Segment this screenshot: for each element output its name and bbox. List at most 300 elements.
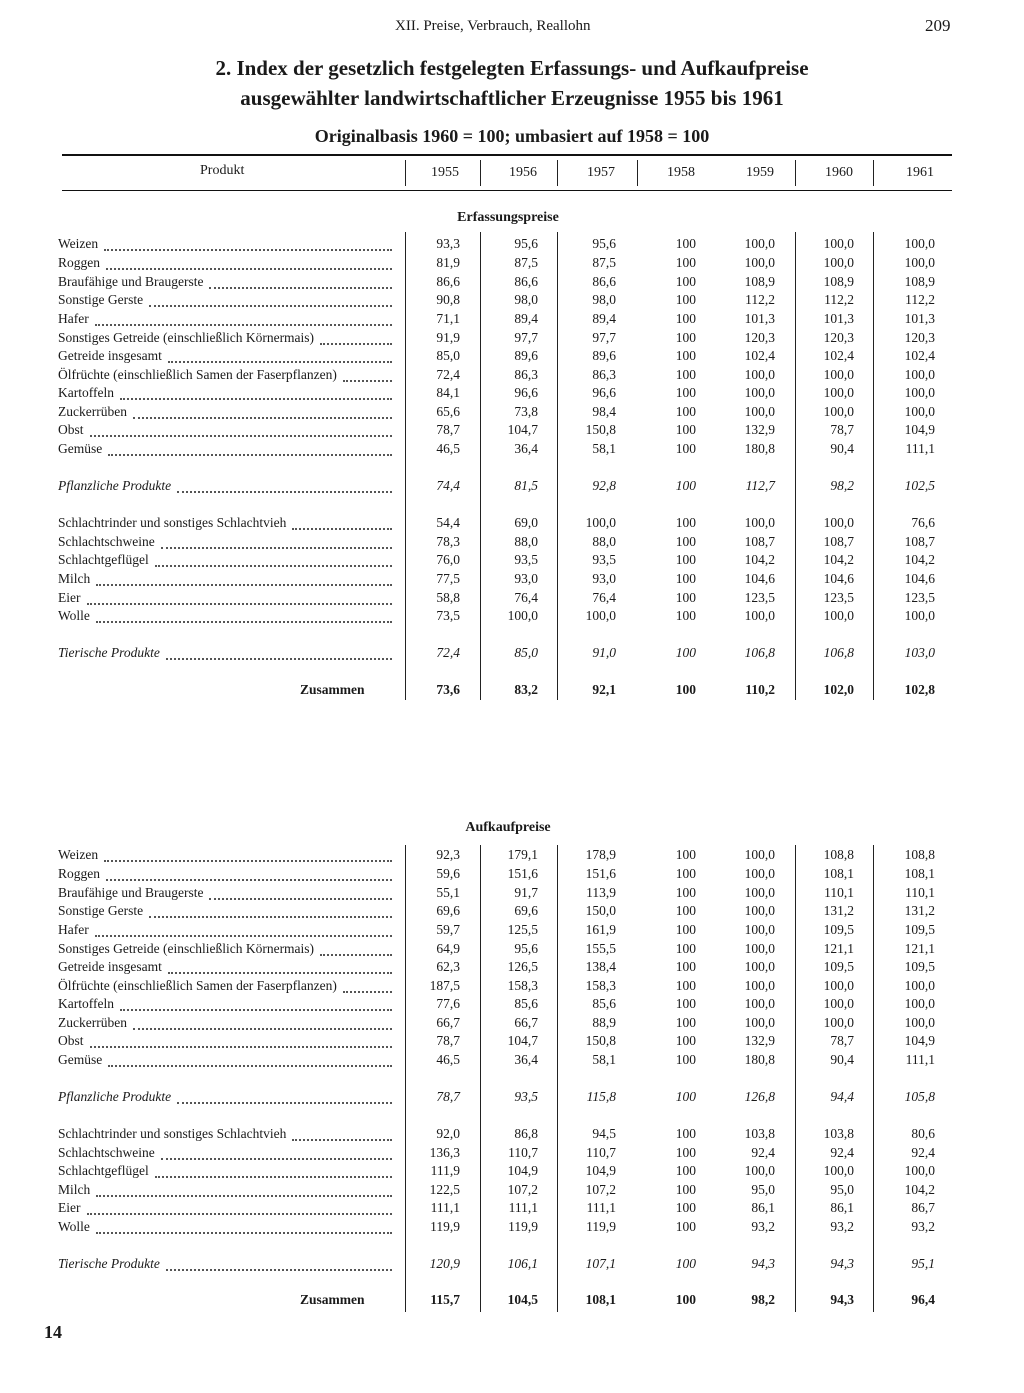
column-header-year-1958: 1958 bbox=[667, 165, 695, 180]
row-label: Gemüse bbox=[58, 441, 103, 456]
table-cell: 119,9 bbox=[508, 1219, 538, 1234]
row-label: Wolle bbox=[58, 1219, 90, 1234]
column-header-year-1961: 1961 bbox=[906, 165, 934, 180]
table-cell: 91,9 bbox=[436, 330, 460, 345]
table-cell: 59,6 bbox=[436, 866, 460, 881]
table-cell: 100,0 bbox=[823, 1163, 854, 1178]
table-cell: 104,6 bbox=[744, 571, 775, 586]
row-label: Weizen bbox=[58, 847, 99, 862]
table-cell: 161,9 bbox=[585, 922, 616, 937]
row-label: Getreide insgesamt bbox=[58, 348, 162, 363]
table-cell: 100,0 bbox=[585, 608, 616, 623]
row-label: Roggen bbox=[58, 255, 100, 270]
table-cell: 86,6 bbox=[514, 274, 538, 289]
table-cell: 112,7 bbox=[745, 478, 775, 493]
leader-dots bbox=[166, 1269, 392, 1271]
leader-dots bbox=[133, 1028, 392, 1030]
table-cell: 150,0 bbox=[585, 903, 616, 918]
leader-dots bbox=[168, 972, 392, 974]
table-cell: 93,2 bbox=[830, 1219, 854, 1234]
table-cell: 87,5 bbox=[514, 255, 538, 270]
table-cell: 180,8 bbox=[744, 441, 775, 456]
table-cell: 100 bbox=[675, 866, 696, 881]
table-cell: 80,6 bbox=[911, 1126, 935, 1141]
row-label: Pflanzliche Produkte bbox=[58, 1089, 172, 1104]
table-cell: 100,0 bbox=[744, 367, 775, 382]
row-label: Sonstiges Getreide (einschließlich Körnermais) bbox=[58, 941, 315, 956]
row-label: Kartoffeln bbox=[58, 385, 114, 400]
table-cell: 131,2 bbox=[904, 903, 935, 918]
table-cell: 107,2 bbox=[585, 1182, 616, 1197]
table-cell: 74,4 bbox=[436, 478, 460, 493]
table-cell: 180,8 bbox=[744, 1052, 775, 1067]
row-label: Hafer bbox=[58, 311, 89, 326]
table-cell: 90,8 bbox=[436, 292, 460, 307]
header-bottom-rule bbox=[62, 190, 952, 191]
table-cell: 102,5 bbox=[904, 478, 935, 493]
table-cell: 100,0 bbox=[904, 1163, 935, 1178]
table-cell: 109,5 bbox=[904, 922, 935, 937]
leader-dots bbox=[104, 860, 392, 862]
table-cell: 55,1 bbox=[436, 885, 460, 900]
table-cell: 100,0 bbox=[904, 608, 935, 623]
table-cell: 102,4 bbox=[744, 348, 775, 363]
table-title-line-1: 2. Index der gesetzlich festgelegten Erfassungs- und Aufkaufpreise bbox=[215, 56, 809, 80]
table-cell: 76,4 bbox=[514, 590, 538, 605]
row-label: Milch bbox=[58, 1182, 91, 1197]
table-cell: 110,1 bbox=[824, 885, 854, 900]
table-cell: 100 bbox=[675, 847, 696, 862]
table-cell: 109,5 bbox=[904, 959, 935, 974]
table-cell: 90,4 bbox=[830, 441, 854, 456]
section-heading: Erfassungspreise bbox=[457, 210, 559, 225]
table-cell: 64,9 bbox=[436, 941, 460, 956]
table-cell: 91,0 bbox=[592, 645, 616, 660]
table-cell: 100 bbox=[675, 1292, 696, 1307]
table-cell: 93,0 bbox=[514, 571, 538, 586]
table-cell: 100 bbox=[675, 404, 696, 419]
row-label: Zuckerrüben bbox=[58, 404, 127, 419]
table-cell: 86,1 bbox=[830, 1200, 854, 1215]
table-cell: 100 bbox=[675, 590, 696, 605]
table-cell: 108,1 bbox=[904, 866, 935, 881]
table-cell: 89,4 bbox=[514, 311, 538, 326]
table-cell: 94,5 bbox=[592, 1126, 616, 1141]
row-label: Milch bbox=[58, 571, 91, 586]
table-cell: 100,0 bbox=[507, 608, 538, 623]
table-cell: 113,9 bbox=[586, 885, 616, 900]
table-cell: 111,1 bbox=[508, 1200, 538, 1215]
table-cell: 100,0 bbox=[823, 367, 854, 382]
table-cell: 96,4 bbox=[911, 1292, 935, 1307]
table-cell: 100,0 bbox=[744, 1163, 775, 1178]
table-cell: 78,7 bbox=[436, 422, 460, 437]
column-header-product: Produkt bbox=[200, 163, 245, 178]
table-cell: 158,3 bbox=[585, 978, 616, 993]
table-cell: 95,6 bbox=[592, 236, 616, 251]
table-cell: 100,0 bbox=[744, 385, 775, 400]
table-cell: 100 bbox=[675, 1052, 696, 1067]
leader-dots bbox=[96, 1195, 392, 1197]
table-cell: 125,5 bbox=[507, 922, 538, 937]
header-column-divider bbox=[795, 160, 796, 186]
table-cell: 138,4 bbox=[585, 959, 616, 974]
table-cell: 94,3 bbox=[830, 1292, 854, 1307]
leader-dots bbox=[104, 249, 392, 251]
table-cell: 100 bbox=[675, 385, 696, 400]
table-cell: 95,0 bbox=[751, 1182, 775, 1197]
table-cell: 108,1 bbox=[585, 1292, 616, 1307]
table-cell: 94,3 bbox=[830, 1256, 854, 1271]
table-cell: 100 bbox=[675, 255, 696, 270]
table-cell: 126,5 bbox=[507, 959, 538, 974]
table-cell: 111,1 bbox=[905, 441, 935, 456]
table-cell: 78,7 bbox=[830, 422, 854, 437]
leader-dots bbox=[149, 916, 392, 918]
table-cell: 58,8 bbox=[436, 590, 460, 605]
table-cell: 100 bbox=[675, 478, 696, 493]
table-cell: 109,5 bbox=[823, 959, 854, 974]
table-cell: 98,0 bbox=[592, 292, 616, 307]
table-cell: 100,0 bbox=[744, 236, 775, 251]
table-cell: 100 bbox=[675, 941, 696, 956]
table-cell: 76,0 bbox=[436, 552, 460, 567]
table-cell: 104,9 bbox=[507, 1163, 538, 1178]
table-cell: 78,7 bbox=[436, 1033, 460, 1048]
table-cell: 108,7 bbox=[904, 534, 935, 549]
table-cell: 95,6 bbox=[514, 236, 538, 251]
leader-dots bbox=[155, 565, 392, 567]
column-header-year-1959: 1959 bbox=[746, 165, 774, 180]
table-cell: 112,2 bbox=[824, 292, 854, 307]
table-cell: 91,7 bbox=[514, 885, 538, 900]
table-cell: 78,3 bbox=[436, 534, 460, 549]
header-column-divider bbox=[557, 160, 558, 186]
leader-dots bbox=[209, 898, 392, 900]
table-cell: 100,0 bbox=[744, 255, 775, 270]
table-cell: 97,7 bbox=[514, 330, 538, 345]
table-cell: 111,1 bbox=[430, 1200, 460, 1215]
table-cell: 100,0 bbox=[744, 866, 775, 881]
table-cell: 66,7 bbox=[436, 1015, 460, 1030]
table-cell: 85,0 bbox=[514, 645, 538, 660]
table-cell: 103,8 bbox=[823, 1126, 854, 1141]
table-cell: 100 bbox=[675, 1256, 696, 1271]
table-cell: 123,5 bbox=[904, 590, 935, 605]
table-cell: 100,0 bbox=[823, 385, 854, 400]
leader-dots bbox=[90, 1046, 392, 1048]
row-label: Sonstiges Getreide (einschließlich Körnermais) bbox=[58, 330, 315, 345]
table-cell: 112,2 bbox=[905, 292, 935, 307]
row-label: Schlachtrinder und sonstiges Schlachtvieh bbox=[58, 1126, 287, 1141]
table-cell: 100 bbox=[675, 292, 696, 307]
table-cell: 100,0 bbox=[904, 996, 935, 1011]
table-cell: 100 bbox=[675, 330, 696, 345]
row-label: Wolle bbox=[58, 608, 90, 623]
row-label: Zusammen bbox=[300, 682, 365, 697]
table-cell: 111,9 bbox=[430, 1163, 460, 1178]
table-cell: 95,6 bbox=[514, 941, 538, 956]
row-label: Weizen bbox=[58, 236, 99, 251]
table-cell: 100,0 bbox=[744, 885, 775, 900]
leader-dots bbox=[149, 305, 392, 307]
table-cell: 86,8 bbox=[514, 1126, 538, 1141]
table-cell: 100 bbox=[675, 515, 696, 530]
table-cell: 179,1 bbox=[507, 847, 538, 862]
table-cell: 89,4 bbox=[592, 311, 616, 326]
table-cell: 88,0 bbox=[592, 534, 616, 549]
table-cell: 92,4 bbox=[911, 1145, 935, 1160]
leader-dots bbox=[177, 1102, 392, 1104]
table-cell: 102,4 bbox=[823, 348, 854, 363]
column-header-year-1955: 1955 bbox=[431, 165, 459, 180]
table-cell: 115,7 bbox=[430, 1292, 460, 1307]
table-cell: 100,0 bbox=[904, 236, 935, 251]
leader-dots bbox=[106, 268, 392, 270]
column-header-year-1956: 1956 bbox=[509, 165, 537, 180]
table-cell: 100,0 bbox=[904, 404, 935, 419]
table-cell: 108,9 bbox=[823, 274, 854, 289]
table-cell: 151,6 bbox=[585, 866, 616, 881]
table-cell: 150,8 bbox=[585, 422, 616, 437]
table-cell: 100 bbox=[675, 1163, 696, 1178]
table-cell: 65,6 bbox=[436, 404, 460, 419]
table-cell: 100 bbox=[675, 1182, 696, 1197]
table-cell: 151,6 bbox=[507, 866, 538, 881]
table-cell: 97,7 bbox=[592, 330, 616, 345]
table-cell: 104,9 bbox=[585, 1163, 616, 1178]
table-cell: 92,4 bbox=[830, 1145, 854, 1160]
table-cell: 122,5 bbox=[429, 1182, 460, 1197]
table-cell: 100,0 bbox=[744, 515, 775, 530]
table-cell: 100 bbox=[675, 885, 696, 900]
table-cell: 100 bbox=[675, 608, 696, 623]
row-label: Getreide insgesamt bbox=[58, 959, 162, 974]
table-cell: 100 bbox=[675, 274, 696, 289]
leader-dots bbox=[166, 658, 392, 660]
table-cell: 100 bbox=[675, 1145, 696, 1160]
leader-dots bbox=[96, 584, 392, 586]
row-label: Tierische Produkte bbox=[58, 645, 160, 660]
header-column-divider bbox=[873, 160, 874, 186]
table-cell: 120,3 bbox=[744, 330, 775, 345]
leader-dots bbox=[161, 1158, 392, 1160]
table-cell: 69,6 bbox=[436, 903, 460, 918]
table-cell: 86,3 bbox=[514, 367, 538, 382]
row-label: Sonstige Gerste bbox=[58, 903, 144, 918]
table-cell: 54,4 bbox=[436, 515, 460, 530]
table-cell: 100 bbox=[675, 959, 696, 974]
table-cell: 100,0 bbox=[744, 959, 775, 974]
header-top-rule bbox=[62, 154, 952, 156]
table-cell: 100,0 bbox=[904, 255, 935, 270]
table-cell: 100,0 bbox=[823, 255, 854, 270]
table-cell: 86,7 bbox=[911, 1200, 935, 1215]
table-cell: 100 bbox=[675, 441, 696, 456]
table-cell: 100,0 bbox=[744, 847, 775, 862]
table-cell: 120,9 bbox=[429, 1256, 460, 1271]
table-cell: 62,3 bbox=[436, 959, 460, 974]
table-cell: 86,6 bbox=[592, 274, 616, 289]
table-cell: 111,1 bbox=[586, 1200, 616, 1215]
table-cell: 105,8 bbox=[904, 1089, 935, 1104]
table-cell: 95,1 bbox=[911, 1256, 935, 1271]
table-cell: 121,1 bbox=[904, 941, 935, 956]
leader-dots bbox=[120, 1009, 392, 1011]
table-cell: 100 bbox=[675, 571, 696, 586]
table-cell: 71,1 bbox=[436, 311, 460, 326]
table-cell: 69,0 bbox=[514, 515, 538, 530]
table-cell: 85,6 bbox=[592, 996, 616, 1011]
header-column-divider bbox=[480, 160, 481, 186]
table-cell: 92,4 bbox=[751, 1145, 775, 1160]
row-label: Ölfrüchte (einschließlich Samen der Faserpflanzen) bbox=[58, 367, 337, 382]
leader-dots bbox=[108, 454, 392, 456]
table-cell: 93,2 bbox=[911, 1219, 935, 1234]
table-cell: 123,5 bbox=[823, 590, 854, 605]
table-cell: 120,3 bbox=[904, 330, 935, 345]
leader-dots bbox=[96, 1232, 392, 1234]
table-cell: 155,5 bbox=[585, 941, 616, 956]
table-cell: 100,0 bbox=[744, 941, 775, 956]
table-cell: 101,3 bbox=[744, 311, 775, 326]
table-cell: 76,6 bbox=[911, 515, 935, 530]
table-cell: 77,6 bbox=[436, 996, 460, 1011]
table-cell: 93,2 bbox=[751, 1219, 775, 1234]
table-cell: 83,2 bbox=[514, 682, 538, 697]
leader-dots bbox=[343, 380, 392, 382]
table-cell: 100,0 bbox=[904, 385, 935, 400]
table-cell: 100 bbox=[675, 552, 696, 567]
table-cell: 110,2 bbox=[745, 682, 775, 697]
running-head: XII. Preise, Verbrauch, Reallohn bbox=[395, 18, 591, 34]
table-cell: 100,0 bbox=[823, 608, 854, 623]
table-cell: 102,0 bbox=[823, 682, 854, 697]
row-label: Eier bbox=[58, 590, 81, 605]
table-cell: 36,4 bbox=[514, 1052, 538, 1067]
leader-dots bbox=[320, 343, 392, 345]
table-cell: 100 bbox=[675, 903, 696, 918]
table-cell: 92,0 bbox=[436, 1126, 460, 1141]
table-cell: 100,0 bbox=[823, 404, 854, 419]
row-label: Obst bbox=[58, 422, 84, 437]
leader-dots bbox=[161, 547, 392, 549]
leader-dots bbox=[96, 621, 392, 623]
table-cell: 100,0 bbox=[904, 1015, 935, 1030]
row-label: Ölfrüchte (einschließlich Samen der Faserpflanzen) bbox=[58, 978, 337, 993]
table-cell: 86,3 bbox=[592, 367, 616, 382]
table-cell: 98,0 bbox=[514, 292, 538, 307]
table-cell: 59,7 bbox=[436, 922, 460, 937]
column-header-year-1957: 1957 bbox=[587, 165, 615, 180]
row-label: Sonstige Gerste bbox=[58, 292, 144, 307]
table-cell: 88,9 bbox=[592, 1015, 616, 1030]
table-cell: 73,8 bbox=[514, 404, 538, 419]
index-basis-note: Originalbasis 1960 = 100; umbasiert auf 1958 = 100 bbox=[314, 126, 710, 146]
row-label: Zusammen bbox=[300, 1292, 365, 1307]
row-label: Braufähige und Braugerste bbox=[58, 885, 204, 900]
table-cell: 58,1 bbox=[592, 441, 616, 456]
table-cell: 126,8 bbox=[744, 1089, 775, 1104]
table-cell: 108,8 bbox=[904, 847, 935, 862]
table-cell: 93,5 bbox=[592, 552, 616, 567]
table-cell: 104,9 bbox=[904, 1033, 935, 1048]
table-cell: 72,4 bbox=[436, 367, 460, 382]
table-cell: 106,8 bbox=[744, 645, 775, 660]
table-cell: 119,9 bbox=[430, 1219, 460, 1234]
table-cell: 100,0 bbox=[823, 515, 854, 530]
table-cell: 100,0 bbox=[823, 1015, 854, 1030]
leader-dots bbox=[292, 528, 392, 530]
row-label: Braufähige und Braugerste bbox=[58, 274, 204, 289]
table-cell: 108,7 bbox=[823, 534, 854, 549]
table-cell: 93,5 bbox=[514, 1089, 538, 1104]
leader-dots bbox=[95, 935, 392, 937]
table-cell: 104,6 bbox=[904, 571, 935, 586]
table-cell: 102,8 bbox=[904, 682, 935, 697]
table-cell: 104,2 bbox=[744, 552, 775, 567]
table-cell: 100,0 bbox=[904, 978, 935, 993]
table-cell: 100,0 bbox=[904, 367, 935, 382]
table-cell: 84,1 bbox=[436, 385, 460, 400]
table-cell: 136,3 bbox=[429, 1145, 460, 1160]
leader-dots bbox=[108, 1065, 392, 1067]
table-cell: 100,0 bbox=[744, 404, 775, 419]
leader-dots bbox=[177, 491, 392, 493]
row-label: Schlachtschweine bbox=[58, 1145, 155, 1160]
row-label: Tierische Produkte bbox=[58, 1256, 160, 1271]
table-cell: 78,7 bbox=[436, 1089, 460, 1104]
table-cell: 86,1 bbox=[751, 1200, 775, 1215]
table-cell: 100 bbox=[675, 422, 696, 437]
leader-dots bbox=[168, 361, 392, 363]
table-cell: 131,2 bbox=[823, 903, 854, 918]
table-cell: 100 bbox=[675, 645, 696, 660]
table-cell: 100 bbox=[675, 534, 696, 549]
table-cell: 92,1 bbox=[592, 682, 616, 697]
table-cell: 94,3 bbox=[751, 1256, 775, 1271]
table-cell: 101,3 bbox=[823, 311, 854, 326]
table-cell: 66,7 bbox=[514, 1015, 538, 1030]
table-cell: 85,0 bbox=[436, 348, 460, 363]
table-cell: 108,9 bbox=[904, 274, 935, 289]
leader-dots bbox=[155, 1176, 392, 1178]
table-cell: 77,5 bbox=[436, 571, 460, 586]
table-cell: 100 bbox=[675, 236, 696, 251]
table-cell: 110,1 bbox=[905, 885, 935, 900]
table-cell: 100 bbox=[675, 682, 696, 697]
table-cell: 115,8 bbox=[586, 1089, 616, 1104]
row-label: Obst bbox=[58, 1033, 84, 1048]
table-cell: 150,8 bbox=[585, 1033, 616, 1048]
table-cell: 111,1 bbox=[905, 1052, 935, 1067]
row-label: Zuckerrüben bbox=[58, 1015, 127, 1030]
row-label: Schlachtgeflügel bbox=[58, 1163, 149, 1178]
footer-number: 14 bbox=[44, 1322, 62, 1342]
table-cell: 100,0 bbox=[585, 515, 616, 530]
table-cell: 100 bbox=[675, 978, 696, 993]
row-label: Schlachtschweine bbox=[58, 534, 155, 549]
table-cell: 92,8 bbox=[592, 478, 616, 493]
table-cell: 100 bbox=[675, 311, 696, 326]
table-cell: 100,0 bbox=[744, 978, 775, 993]
table-cell: 88,0 bbox=[514, 534, 538, 549]
table-cell: 100 bbox=[675, 922, 696, 937]
row-label: Schlachtgeflügel bbox=[58, 552, 149, 567]
row-label: Gemüse bbox=[58, 1052, 103, 1067]
table-cell: 100 bbox=[675, 1219, 696, 1234]
table-cell: 187,5 bbox=[429, 978, 460, 993]
